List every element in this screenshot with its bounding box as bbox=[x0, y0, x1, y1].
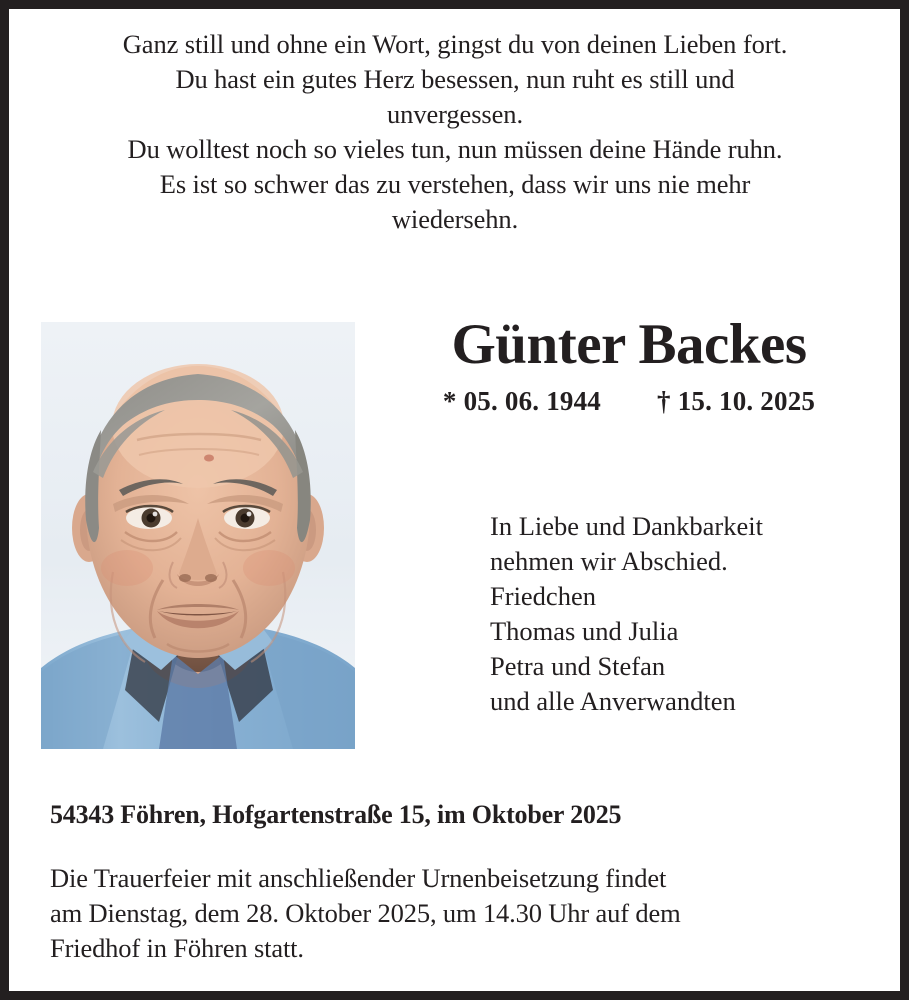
funeral-details bbox=[50, 861, 880, 966]
portrait-photo bbox=[41, 322, 355, 749]
survivors-list bbox=[490, 579, 890, 719]
mourning-intro bbox=[490, 509, 890, 579]
birth-star-icon: * bbox=[442, 386, 457, 416]
survivor-line: Friedchen bbox=[490, 581, 596, 611]
funeral-line: Die Trauerfeier mit anschließender Urnenbeisetzung findet bbox=[50, 863, 667, 893]
death-date-item bbox=[657, 386, 815, 417]
life-dates bbox=[375, 386, 883, 417]
funeral-line: Friedhof in Föhren statt. bbox=[50, 933, 304, 963]
death-cross-icon: † bbox=[657, 386, 671, 416]
memorial-poem bbox=[35, 27, 875, 237]
survivor-line: und alle Anverwandten bbox=[490, 686, 736, 716]
poem-line: Du hast ein gutes Herz besessen, nun ruht es still und bbox=[175, 64, 735, 94]
name-and-dates-block bbox=[375, 314, 883, 417]
deceased-name: Günter Backes bbox=[451, 313, 807, 376]
survivor-line: Petra und Stefan bbox=[490, 651, 666, 681]
mourning-intro-line: nehmen wir Abschied. bbox=[490, 546, 728, 576]
survivor-line: Thomas und Julia bbox=[490, 616, 679, 646]
poem-line: Ganz still und ohne ein Wort, gingst du von deinen Lieben fort. bbox=[122, 29, 788, 59]
poem-line: unvergessen. bbox=[387, 99, 523, 129]
poem-line: Du wolltest noch so vieles tun, nun müssen deine Hände ruhn. bbox=[127, 134, 783, 164]
mourning-intro-line: In Liebe und Dankbarkeit bbox=[490, 511, 763, 541]
notice-inner bbox=[9, 9, 900, 991]
poem-line: wiedersehn. bbox=[391, 204, 519, 234]
death-date: 15. 10. 2025 bbox=[677, 386, 816, 416]
address-line: 54343 Föhren, Hofgartenstraße 15, im Oktober 2025 bbox=[50, 800, 622, 829]
funeral-line: am Dienstag, dem 28. Oktober 2025, um 14.30 Uhr auf dem bbox=[50, 898, 681, 928]
poem-line: Es ist so schwer das zu verstehen, dass wir uns nie mehr bbox=[159, 169, 751, 199]
portrait-illustration bbox=[41, 322, 355, 749]
birth-date: 05. 06. 1944 bbox=[463, 386, 601, 416]
mourning-text-block bbox=[490, 509, 890, 719]
birth-date-item bbox=[443, 386, 601, 417]
